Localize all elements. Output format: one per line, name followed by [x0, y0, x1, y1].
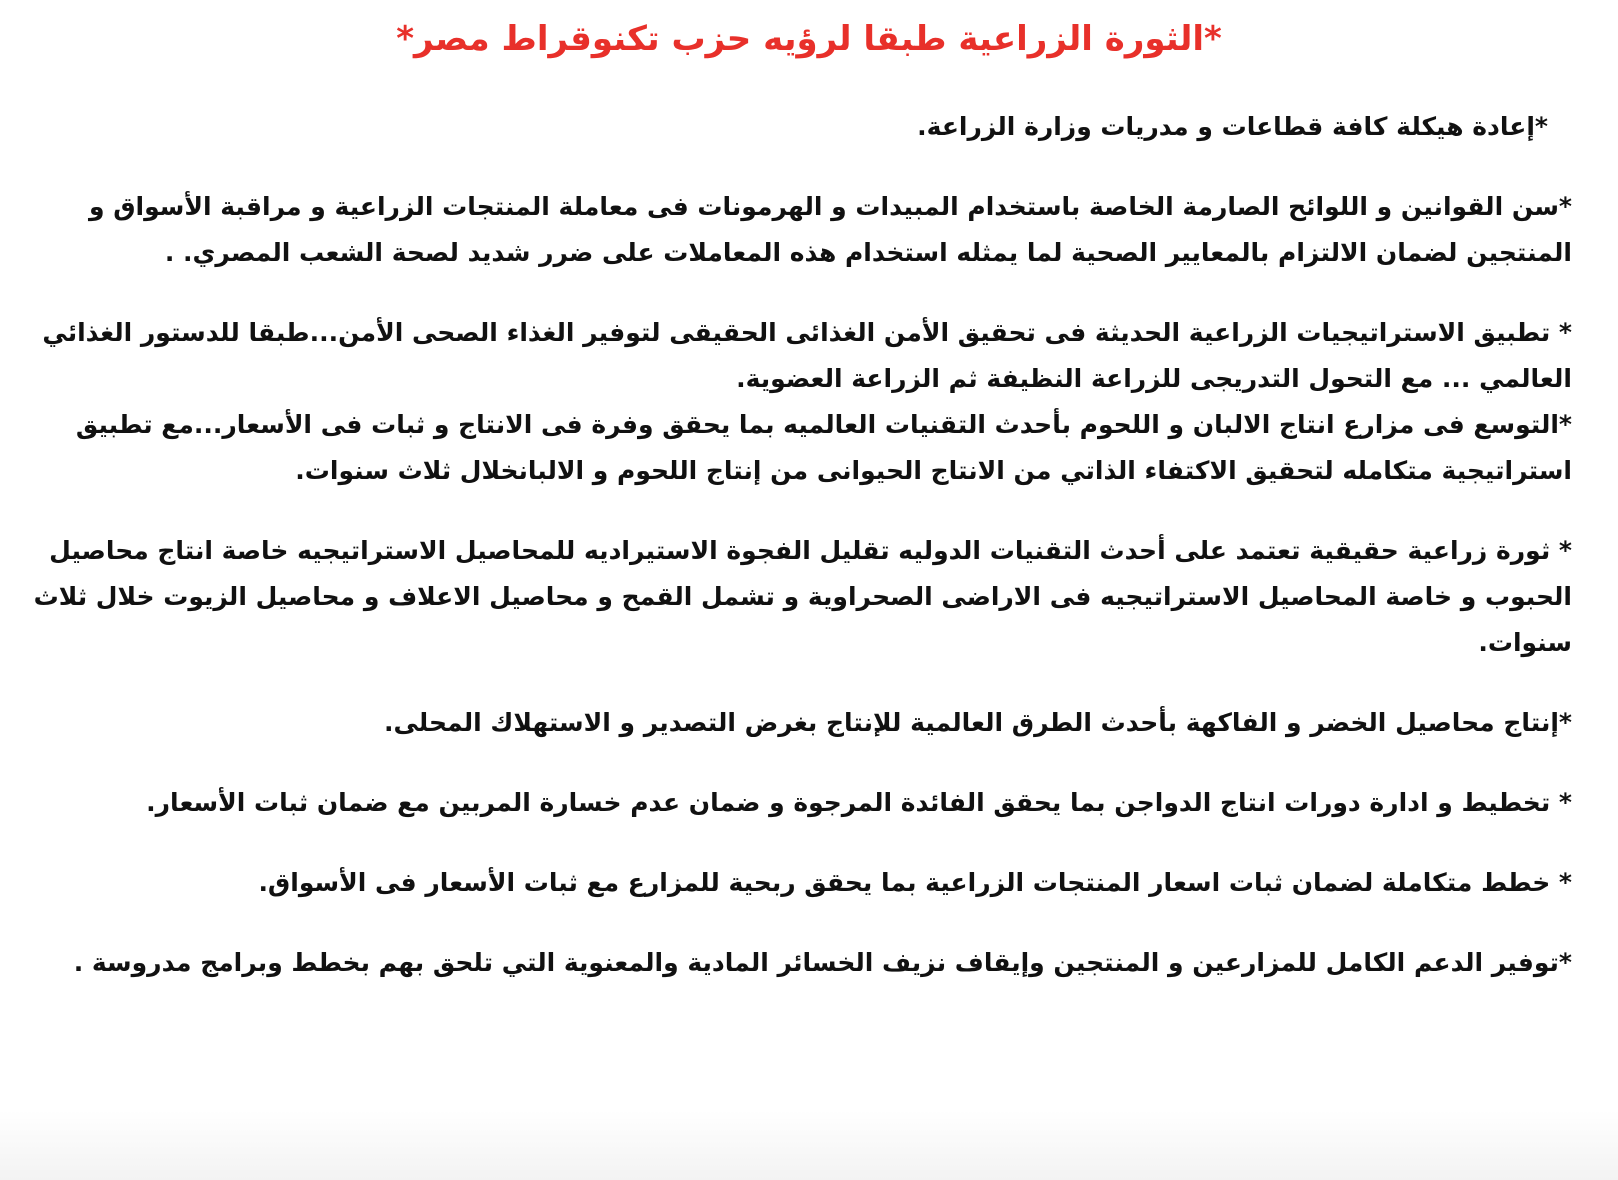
list-item: *سن القوانين و اللوائح الصارمة الخاصة باستخدام المبيدات و الهرمونات فى معاملة المنتجات الزراعية و مراقبة الأسواق و المنتجين لضمان الالتزام بالمعايير الصحية لما يمثله استخدام هذه المعاملات على ضرر شديد لصحة الشعب المصري. . [88, 192, 1572, 267]
list-item: *إعادة هيكلة كافة قطاعات و مدريات وزارة الزراعة. [917, 112, 1548, 141]
bottom-shadow [0, 1110, 1618, 1180]
document-body [22, 104, 1572, 986]
list-item: * تخطيط و ادارة دورات انتاج الدواجن بما يحقق الفائدة المرجوة و ضمان عدم خسارة المربين مع ضمان ثبات الأسعار. [146, 788, 1572, 817]
document-title: *الثورة الزراعية طبقا لرؤيه حزب تكنوقراط مصر* [396, 19, 1222, 59]
list-item: * تطبيق الاستراتيجيات الزراعية الحديثة فى تحقيق الأمن الغذائى الحقيقى لتوفير الغذاء الصحى الأمن...طبقا للدستور الغذائي العالمي ... مع التحول التدريجى للزراعة النظيفة ثم الزراعة العضوية. [42, 318, 1572, 393]
list-item: *إنتاج محاصيل الخضر و الفاكهة بأحدث الطرق العالمية للإنتاج بغرض التصدير و الاستهلاك المحلى. [384, 708, 1572, 737]
list-item: * ثورة زراعية حقيقية تعتمد على أحدث التقنيات الدوليه تقليل الفجوة الاستيراديه للمحاصيل الاستراتيجيه خاصة انتاج محاصيل الحبوب و خاصة المحاصيل الاستراتيجيه فى الاراضى الصحراوية و تشمل القمح و محاصيل الاعلاف و محاصيل الزيوت خلال ثلاث سنوات. [33, 536, 1572, 657]
list-item: * خطط متكاملة لضمان ثبات اسعار المنتجات الزراعية بما يحقق ربحية للمزارع مع ثبات الأسعار فى الأسواق. [258, 868, 1572, 897]
list-item: *توفير الدعم الكامل للمزارعين و المنتجين وإيقاف نزيف الخسائر المادية والمعنوية التي تلحق بهم بخطط وبرامج مدروسة . [73, 948, 1572, 977]
list-item: *التوسع فى مزارع انتاج الالبان و اللحوم بأحدث التقنيات العالميه بما يحقق وفرة فى الانتاج و ثبات فى الأسعار...مع تطبيق استراتيجية متكامله لتحقيق الاكتفاء الذاتي من الانتاج الحيوانى من إنتاج اللحوم و الالبانخلال ثلاث سنوات. [75, 410, 1572, 485]
